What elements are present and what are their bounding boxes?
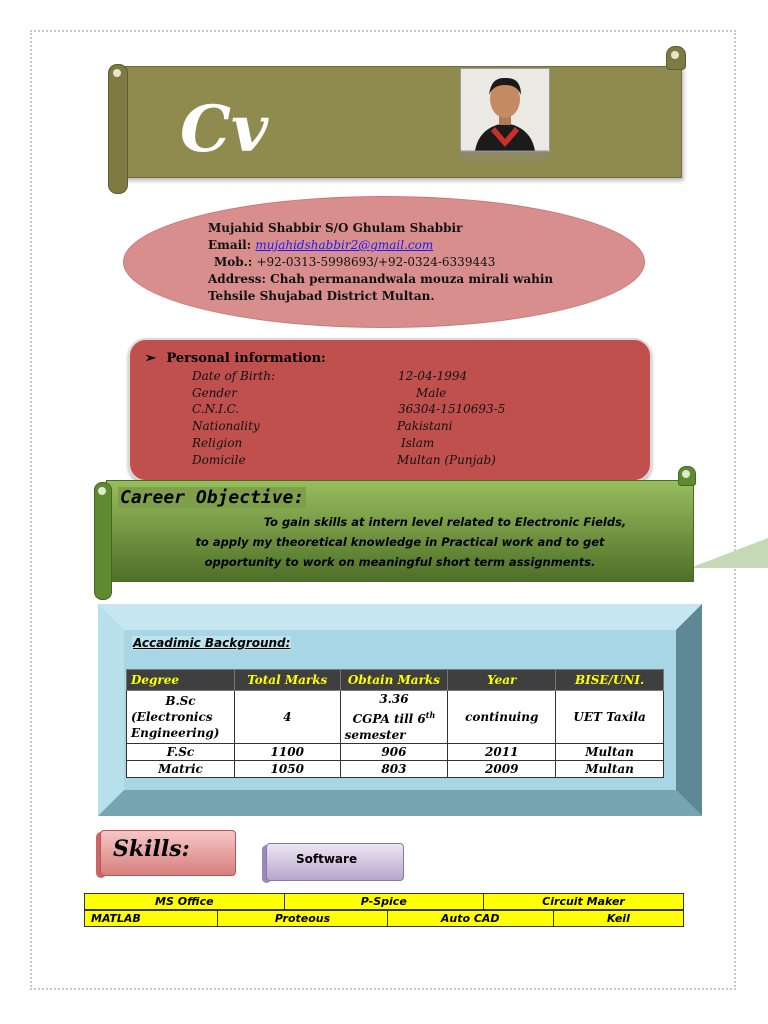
board-cell: UET Taxila <box>556 691 664 744</box>
academic-table <box>126 669 664 778</box>
religion-value: Islam <box>401 436 435 450</box>
domicile-value: Multan (Punjab) <box>397 453 496 467</box>
total-cell: 1050 <box>234 761 340 778</box>
academic-header-row <box>127 670 664 691</box>
software-label: Software <box>296 852 358 866</box>
degree-line-1: B.Sc <box>165 694 196 708</box>
cnic-label: C.N.I.C. <box>192 402 240 416</box>
board-cell: Multan <box>556 744 664 761</box>
gender-label: Gender <box>192 386 237 400</box>
academic-bevel-right <box>676 604 702 816</box>
mob-label: Mob.: <box>214 255 253 269</box>
mob-value: +92-0313-5998693/+92-0324-6339443 <box>256 255 496 269</box>
skill-cell: Auto CAD <box>387 911 553 927</box>
total-cell: 4 <box>234 691 340 744</box>
academic-bevel-bottom <box>98 790 702 816</box>
obtain-cell: 803 <box>340 761 448 778</box>
career-objective-text <box>120 512 680 572</box>
skill-cell: Keil <box>553 911 683 927</box>
obtain-line-2-text: CGPA till 6 <box>352 712 426 726</box>
gender-value: Male <box>416 386 447 400</box>
skill-cell: MS Office <box>85 894 285 910</box>
skill-cell: Proteous <box>218 911 387 927</box>
col-header-board: BISE/UNI. <box>556 670 664 691</box>
degree-cell <box>127 691 235 744</box>
col-header-obtain: Obtain Marks <box>340 670 448 691</box>
arrow-bullet-icon: ➢ <box>145 351 156 366</box>
contact-email-row <box>208 237 553 254</box>
person-photo-icon <box>461 69 549 151</box>
career-scroll-curl-left <box>94 482 112 600</box>
skill-cell: P-Spice <box>284 894 483 910</box>
year-cell: 2009 <box>448 761 556 778</box>
table-row <box>127 691 664 744</box>
degree-cell: F.Sc <box>127 744 235 761</box>
address-line-2: Tehsile Shujabad District Multan. <box>208 289 435 303</box>
skill-cell: MATLAB <box>85 911 218 927</box>
obtain-superscript: th <box>425 710 436 720</box>
total-cell: 1100 <box>234 744 340 761</box>
table-row <box>85 911 684 927</box>
domicile-label: Domicile <box>192 453 246 467</box>
banner-scroll-curl-left <box>108 64 128 194</box>
nationality-value: Pakistani <box>397 419 453 433</box>
contact-block <box>208 220 553 305</box>
email-link[interactable]: mujahidshabbir2@gmail.com <box>255 238 434 252</box>
banner-scroll-curl-right <box>666 46 686 70</box>
academic-bevel-top <box>98 604 702 630</box>
skills-table-row-2 <box>84 910 684 927</box>
cv-title: Cv <box>180 92 269 167</box>
contact-mob-row <box>208 254 553 271</box>
obtain-line-3: semester <box>344 728 406 742</box>
obtain-cell <box>340 691 448 744</box>
career-line-1: To gain skills at intern level related to Electronic Fields, <box>263 515 627 529</box>
decorative-swoosh <box>690 538 768 568</box>
contact-name: Mujahid Shabbir S/O Ghulam Shabbir <box>208 221 463 235</box>
nationality-label: Nationality <box>192 419 260 433</box>
career-objective-title: Career Objective: <box>120 487 305 508</box>
year-cell: 2011 <box>448 744 556 761</box>
degree-cell: Matric <box>127 761 235 778</box>
career-line-3: opportunity to work on meaningful short term assignments. <box>204 555 596 569</box>
career-line-2: to apply my theoretical knowledge in Practical work and to get <box>195 535 605 549</box>
religion-label: Religion <box>192 436 243 450</box>
academic-bevel-left <box>98 604 124 816</box>
col-header-total: Total Marks <box>234 670 340 691</box>
col-header-degree: Degree <box>127 670 235 691</box>
obtain-line-2 <box>345 707 444 727</box>
table-row <box>85 894 684 910</box>
board-cell: Multan <box>556 761 664 778</box>
address-line-1: Address: Chah permanandwala mouza mirali wahin <box>208 272 554 286</box>
table-row <box>127 761 664 778</box>
skills-table-row-1 <box>84 893 684 910</box>
cnic-value: 36304-1510693-5 <box>398 402 506 416</box>
table-row <box>127 744 664 761</box>
obtain-line-1: 3.36 <box>379 692 409 706</box>
academic-title: Accadimic Background: <box>133 636 291 650</box>
email-label: Email: <box>208 238 252 252</box>
degree-line-2: (Electronics <box>131 710 213 724</box>
obtain-cell: 906 <box>340 744 448 761</box>
skill-cell: Circuit Maker <box>484 894 684 910</box>
col-header-year: Year <box>448 670 556 691</box>
career-scroll-curl-right <box>678 466 696 486</box>
dob-value: 12-04-1994 <box>398 369 468 383</box>
skills-title: Skills: <box>113 836 190 862</box>
degree-line-3: Engineering) <box>131 726 220 740</box>
profile-photo <box>460 68 550 152</box>
year-cell: continuing <box>448 691 556 744</box>
dob-label: Date of Birth: <box>192 369 275 383</box>
personal-info-heading <box>145 351 326 366</box>
profile-photo-reflection <box>460 150 548 164</box>
personal-heading-text: Personal information: <box>166 351 326 366</box>
